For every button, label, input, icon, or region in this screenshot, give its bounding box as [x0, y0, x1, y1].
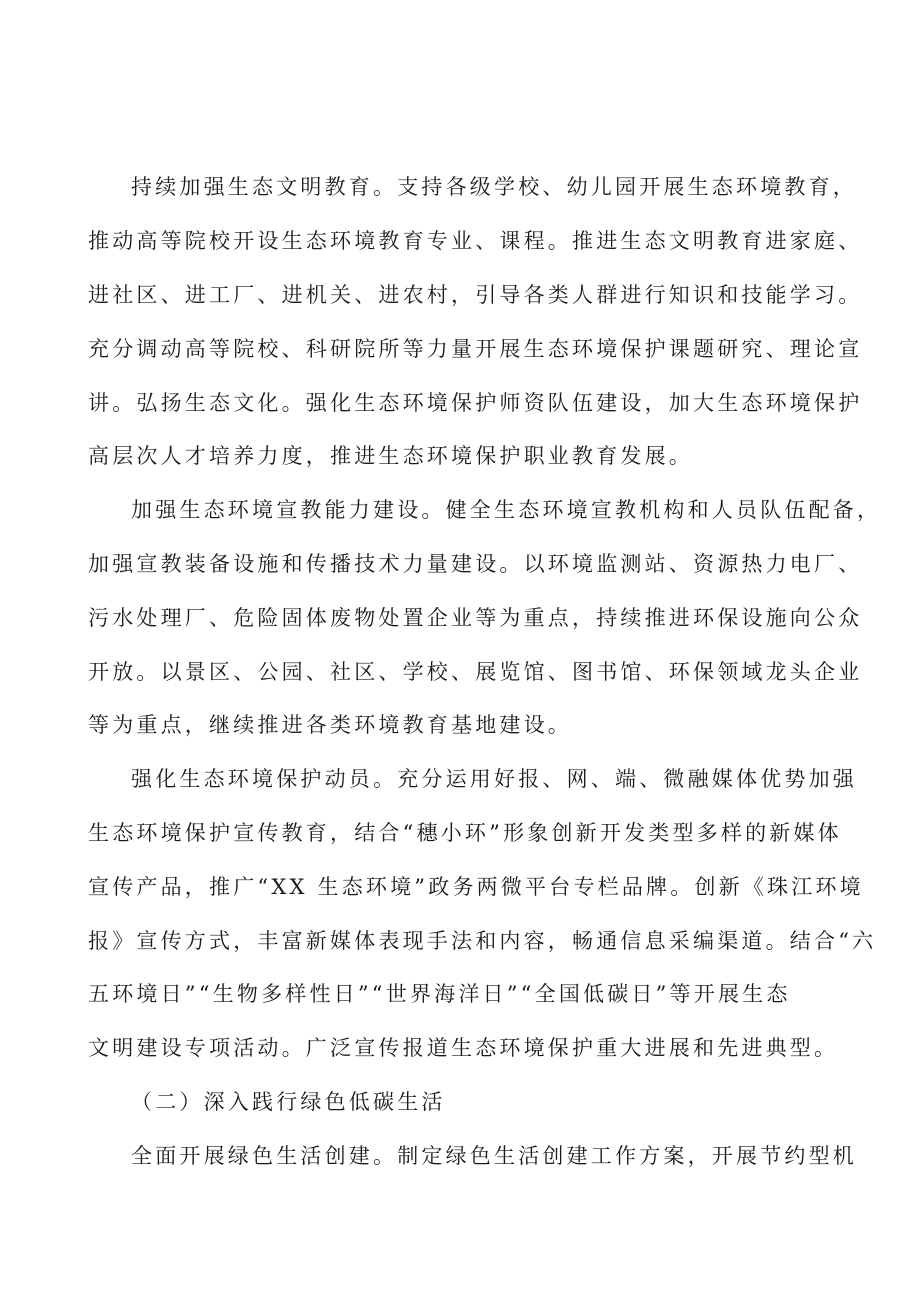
paragraph-3-line-3: 宣传产品，推广“XX 生态环境”政务两微平台专栏品牌。创新《珠江环境 [88, 875, 864, 899]
paragraph-1-line-2: 推动高等院校开设生态环境教育专业、课程。推进生态文明教育进家庭、 [88, 229, 863, 253]
paragraph-2-line-1: 加强生态环境宣教能力建设。健全生态环境宣教机构和人员队伍配备， [131, 498, 882, 522]
paragraph-2-line-3: 污水处理厂、危险固体废物处置企业等为重点，持续推进环保设施向公众 [88, 606, 863, 630]
paragraph-4-line-1: 全面开展绿色生活创建。制定绿色生活创建工作方案，开展节约型机 [131, 1144, 857, 1168]
paragraph-3-line-1: 强化生态环境保护动员。充分运用好报、网、端、微融媒体优势加强 [131, 767, 857, 791]
paragraph-1-line-5: 讲。弘扬生态文化。强化生态环境保护师资队伍建设，加大生态环境保护 [88, 391, 863, 415]
paragraph-2-line-2: 加强宣教装备设施和传播技术力量建设。以环境监测站、资源热力电厂、 [88, 552, 863, 576]
paragraph-1-line-3: 进社区、进工厂、进机关、进农村，引导各类人群进行知识和技能学习。 [88, 283, 863, 307]
paragraph-3-line-2: 生态环境保护宣传教育，结合“穗小环”形象创新开发类型多样的新媒体 [88, 821, 842, 845]
paragraph-2-line-5: 等为重点，继续推进各类环境教育基地建设。 [88, 713, 572, 737]
paragraph-3-line-4: 报》宣传方式，丰富新媒体表现手法和内容，畅通信息采编渠道。结合“六 [88, 929, 877, 953]
paragraph-3-line-5: 五环境日”“生物多样性日”“世界海洋日”“全国低碳日”等开展生态 [88, 982, 791, 1006]
paragraph-1-line-4: 充分调动高等院校、科研院所等力量开展生态环境保护课题研究、理论宣 [88, 337, 863, 361]
paragraph-2-line-4: 开放。以景区、公园、社区、学校、展览馆、图书馆、环保领域龙头企业 [88, 660, 863, 684]
paragraph-1-line-1: 持续加强生态文明教育。支持各级学校、幼儿园开展生态环境教育， [131, 175, 857, 199]
paragraph-3-line-6: 文明建设专项活动。广泛宣传报道生态环境保护重大进展和先进典型。 [88, 1036, 839, 1060]
paragraph-1-line-6: 高层次人才培养力度，推进生态环境保护职业教育发展。 [88, 444, 693, 468]
section-heading: （二）深入践行绿色低碳生活 [131, 1090, 446, 1114]
